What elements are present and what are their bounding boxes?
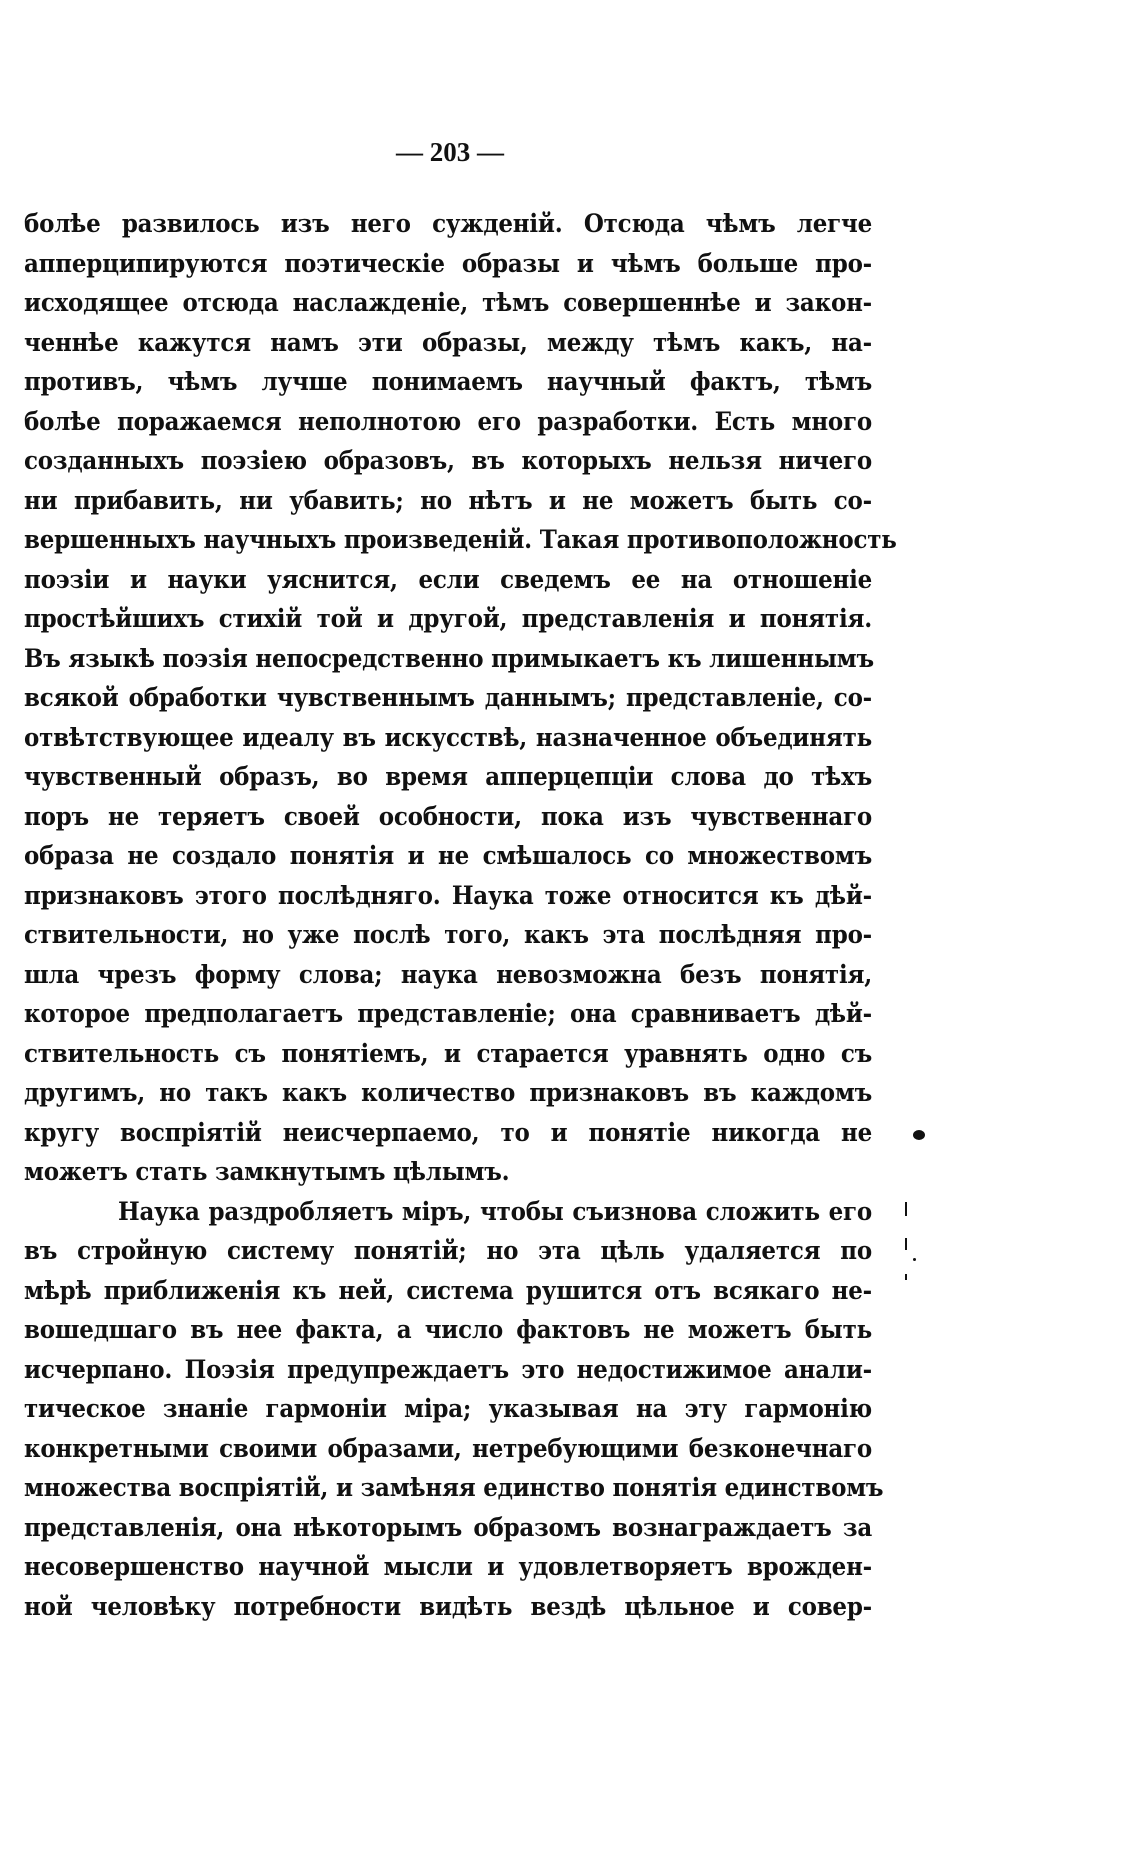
text-line: тическое знаніе гармоніи міра; указывая на эту гармонію	[24, 1394, 872, 1424]
ink-speck	[913, 1258, 916, 1261]
text-line: Въ языкѣ поэзія непосредственно примыкаетъ къ лишеннымъ	[24, 643, 874, 674]
text-line: вершенныхъ научныхъ произведеній. Такая противоположность	[24, 525, 897, 555]
text-line: которое предполагаетъ представленіе; она сравниваетъ дѣй-	[24, 999, 872, 1029]
text-line: всякой обработки чувственнымъ даннымъ; представленіе, со-	[24, 683, 872, 713]
ink-speck	[905, 1238, 907, 1250]
text-line: Наука раздробляетъ міръ, чтобы съизнова сложить его	[118, 1196, 872, 1227]
text-line: болѣе развилось изъ него сужденій. Отсюда чѣмъ легче	[24, 209, 872, 239]
text-line: созданныхъ поэзіею образовъ, въ которыхъ нельзя ничего	[24, 446, 872, 476]
text-line: въ стройную систему понятій; но эта цѣль удаляется по	[24, 1236, 872, 1266]
ink-speck	[905, 1202, 907, 1216]
text-line: исходящее отсюда наслажденіе, тѣмъ совершеннѣе и закон-	[24, 288, 872, 318]
text-line: чувственный образъ, во время апперцепціи слова до тѣхъ	[24, 762, 872, 792]
ink-blot	[913, 1130, 925, 1140]
text-line: можетъ стать замкнутымъ цѣлымъ.	[24, 1157, 510, 1187]
text-line: исчерпано. Поэзія предупреждаетъ это недостижимое анали-	[24, 1354, 872, 1385]
text-line: другимъ, но такъ какъ количество признаковъ въ каждомъ	[24, 1078, 872, 1108]
text-line: мѣрѣ приближенія къ ней, система рушится отъ всякаго не-	[24, 1275, 872, 1306]
text-line: поэзіи и науки уяснится, если сведемъ ее на отношеніе	[24, 564, 872, 595]
text-line: конкретными своими образами, нетребующими безконечнаго	[24, 1433, 872, 1464]
page-number: — 203 —	[396, 137, 504, 167]
page-body-text	[24, 205, 897, 1627]
text-line: отвѣтствующее идеалу въ искусствѣ, назначенное объединять	[24, 722, 872, 753]
text-line: противъ, чѣмъ лучше понимаемъ научный фактъ, тѣмъ	[24, 367, 872, 397]
text-line: вошедшаго въ нее факта, а число фактовъ не можетъ быть	[24, 1315, 872, 1345]
text-line: болѣе поражаемся неполнотою его разработки. Есть много	[24, 406, 872, 437]
text-line: шла чрезъ форму слова; наука невозможна безъ понятія,	[24, 959, 872, 990]
text-line: несовершенство научной мысли и удовлетворяетъ врожден-	[24, 1552, 872, 1582]
ink-speck	[905, 1274, 907, 1280]
margin-ink-marks	[905, 1130, 945, 1280]
text-line: множества воспріятій, и замѣняя единство понятія единствомъ	[24, 1473, 884, 1503]
text-line: образа не создало понятія и не смѣшалось со множествомъ	[24, 841, 872, 871]
text-line: ствительности, но уже послѣ того, какъ эта послѣдняя про-	[24, 920, 872, 950]
text-line: ствительность съ понятіемъ, и старается уравнять одно съ	[24, 1038, 872, 1069]
text-line: признаковъ этого послѣдняго. Наука тоже относится къ дѣй-	[24, 880, 872, 911]
text-line: простѣйшихъ стихій той и другой, представленія и понятія.	[24, 604, 872, 634]
text-line: ченнѣе кажутся намъ эти образы, между тѣмъ какъ, на-	[24, 327, 872, 358]
text-line: кругу воспріятій неисчерпаемо, то и понятіе никогда не	[24, 1117, 872, 1148]
text-line: апперципируются поэтическіе образы и чѣмъ больше про-	[24, 248, 872, 279]
text-line: ной человѣку потребности видѣть вездѣ цѣльное и совер-	[24, 1591, 872, 1622]
text-line: ни прибавить, ни убавить; но нѣтъ и не можетъ быть со-	[24, 485, 872, 516]
text-line: поръ не теряетъ своей особности, пока изъ чувственнаго	[24, 801, 872, 832]
text-line: представленія, она нѣкоторымъ образомъ вознаграждаетъ за	[24, 1512, 872, 1543]
